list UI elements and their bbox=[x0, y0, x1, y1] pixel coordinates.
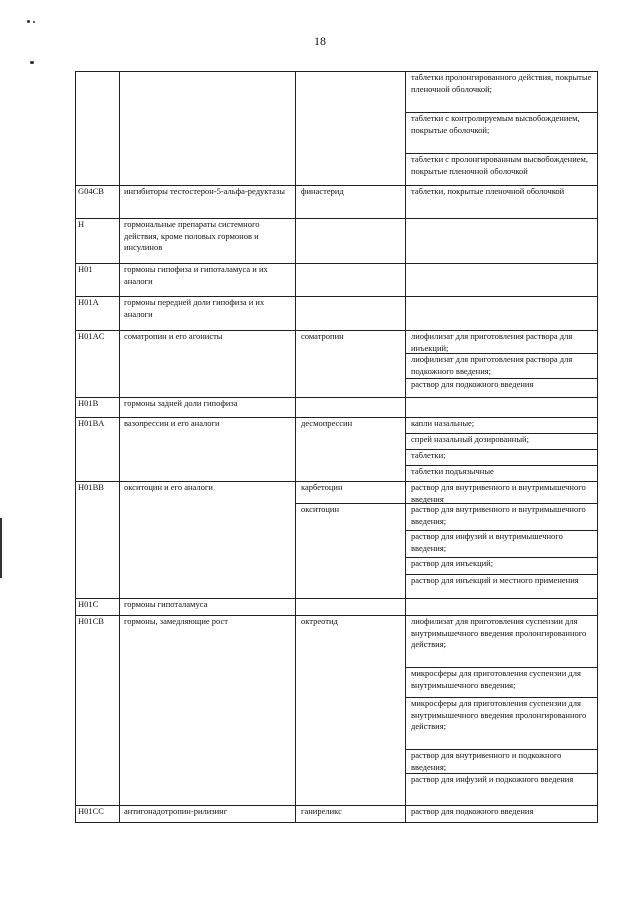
dosage-form: раствор для инъекций и местного применения bbox=[411, 575, 579, 585]
drug-name: соматропин bbox=[301, 331, 344, 341]
group-description: гормоны гипофиза и гипоталамуса и их аналоги bbox=[124, 264, 268, 286]
atc-code: H01A bbox=[78, 297, 99, 307]
dosage-form: лиофилизат для приготовления раствора для инъекций; bbox=[411, 331, 573, 353]
scan-mark bbox=[33, 21, 35, 23]
atc-code: H01B bbox=[78, 398, 99, 408]
group-description: гормоны, замедляющие рост bbox=[124, 616, 228, 626]
dosage-form: капли назальные; bbox=[411, 418, 475, 428]
atc-code: G04CB bbox=[78, 186, 104, 196]
dosage-form: раствор для подкожного введения bbox=[411, 379, 534, 389]
atc-code: H01CC bbox=[78, 806, 104, 816]
dosage-form: микросферы для приготовления суспензии для внутримышечного введения пролонгированного действия; bbox=[411, 698, 587, 731]
dosage-form: таблетки с пролонгированным высвобождением, покрытые пленочной оболочкой bbox=[411, 154, 589, 176]
drug-name: ганиреликс bbox=[301, 806, 342, 816]
atc-code: H01 bbox=[78, 264, 93, 274]
group-description: вазопрессин и его аналоги bbox=[124, 418, 220, 428]
scan-mark bbox=[30, 61, 34, 64]
scan-mark bbox=[27, 20, 30, 23]
dosage-form: микросферы для приготовления суспензии для внутримышечного введения; bbox=[411, 668, 581, 690]
dosage-form: раствор для инъекций; bbox=[411, 558, 494, 568]
dosage-form: раствор для внутривенного и внутримышечного введения bbox=[411, 482, 586, 503]
atc-code: H01CB bbox=[78, 616, 104, 626]
atc-code: H bbox=[78, 219, 85, 229]
group-description: окситоцин и его аналоги bbox=[124, 482, 213, 492]
drug-name: карбетоцин bbox=[301, 482, 343, 492]
dosage-form: таблетки с контролируемым высвобождением, покрытые оболочкой; bbox=[411, 113, 580, 135]
group-description: гормоны передней доли гипофиза и их аналоги bbox=[124, 297, 265, 319]
dosage-form: таблетки, покрытые пленочной оболочкой bbox=[411, 186, 565, 196]
dosage-form: спрей назальный дозированный; bbox=[411, 434, 529, 444]
dosage-form: раствор для инфузий и подкожного введения bbox=[411, 774, 574, 784]
dosage-form: лиофилизат для приготовления раствора для подкожного введения; bbox=[411, 354, 573, 376]
drug-name: окситоцин bbox=[301, 504, 339, 514]
dosage-form: раствор для инфузий и внутримышечного введения; bbox=[411, 531, 563, 553]
dosage-form: раствор для подкожного введения bbox=[411, 806, 534, 816]
table-rule-vertical bbox=[597, 71, 598, 822]
atc-code: H01C bbox=[78, 599, 99, 609]
dosage-form: таблетки пролонгированного действия, покрытые пленочной оболочкой; bbox=[411, 72, 592, 94]
drug-name: десмопрессин bbox=[301, 418, 353, 428]
atc-code: H01BB bbox=[78, 482, 104, 492]
dosage-form: раствор для внутривенного и подкожного введения; bbox=[411, 750, 562, 772]
scan-mark bbox=[0, 518, 2, 578]
dosage-form: лиофилизат для приготовления суспензии для внутримышечного введения пролонгированного действия; bbox=[411, 616, 587, 649]
group-description: антигонадотропин-рилизинг bbox=[124, 806, 228, 816]
drug-name: финастерид bbox=[301, 186, 344, 196]
dosage-form: таблетки; bbox=[411, 450, 446, 460]
drug-name: октреотид bbox=[301, 616, 338, 626]
group-description: соматропин и его агонисты bbox=[124, 331, 223, 341]
atc-code: H01BA bbox=[78, 418, 105, 428]
group-description: гормоны задней доли гипофиза bbox=[124, 398, 238, 408]
group-description: гормональные препараты системного действия, кроме половых гормонов и инсулинов bbox=[124, 219, 260, 252]
table-rule-horizontal bbox=[75, 822, 598, 823]
group-description: ингибиторы тестостерон-5-альфа-редуктазы bbox=[124, 186, 285, 196]
page-number: 18 bbox=[314, 34, 326, 48]
atc-code: H01AC bbox=[78, 331, 105, 341]
dosage-form: таблетки подъязычные bbox=[411, 466, 494, 476]
group-description: гормоны гипоталамуса bbox=[124, 599, 208, 609]
dosage-form: раствор для внутривенного и внутримышечного введения; bbox=[411, 504, 586, 526]
